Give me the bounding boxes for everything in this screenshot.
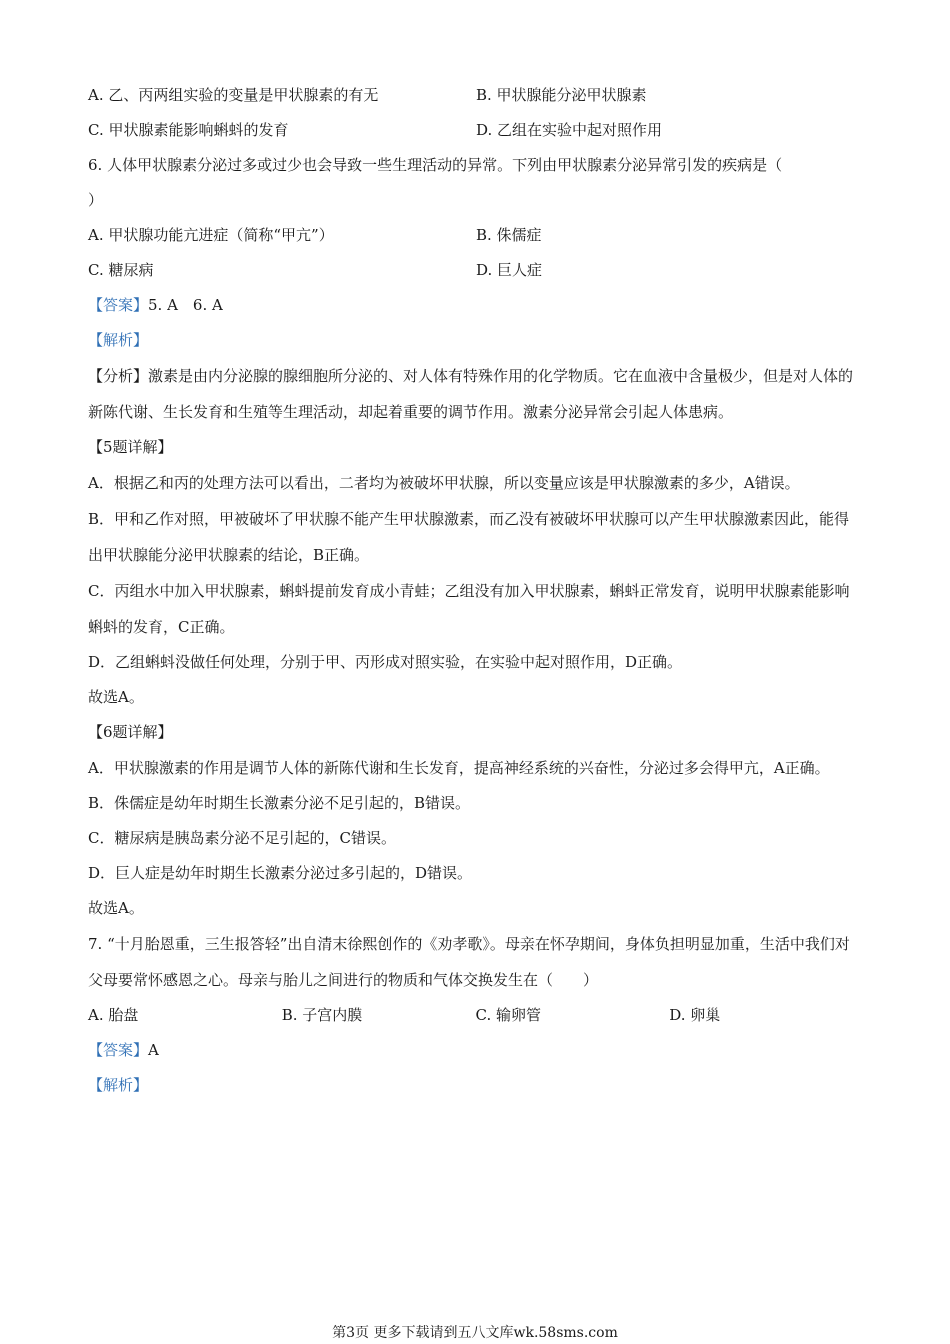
detail6-a: A．甲状腺激素的作用是调节人体的新陈代谢和生长发育，提高神经系统的兴奋性，分泌过多会得甲亢，A正确。 [88,759,830,777]
detail5-d: D．乙组蝌蚪没做任何处理，分别于甲、丙形成对照实验，在实验中起对照作用，D正确。 [88,653,683,671]
q7-option-c: C. 输卵管 [475,1006,541,1024]
q5-option-b: B. 甲状腺能分泌甲状腺素 [476,86,647,104]
detail5-a: A．根据乙和丙的处理方法可以看出，二者均为被破坏甲状腺，所以变量应该是甲状腺激素的多少，A错误。 [88,474,800,492]
detail5-c: C．丙组水中加入甲状腺素，蝌蚪提前发育成小青蛙；乙组没有加入甲状腺素，蝌蚪正常发育，说明甲状腺素能影响蝌蚪的发育，C正确。 [88,582,850,636]
analysis-7-tag: 【解析】 [88,1076,149,1094]
fenxi-text: 激素是由内分泌腺的腺细胞所分泌的、对人体有特殊作用的化学物质。它在血液中含量极少，但是对人体的新陈代谢、生长发育和生殖等生理活动，却起着重要的调节作用。激素分泌异常会引起人体患病。 [88,367,854,421]
q6-option-b: B. 侏儒症 [476,226,542,244]
answer-7 [88,1033,863,1068]
q7-options-row [88,998,863,1033]
analysis-paragraph [88,358,863,430]
answer-tag: 【答案】 [88,296,149,314]
q7-option-a: A. 胎盘 [88,1006,139,1024]
answer-7-tag: 【答案】 [88,1041,149,1059]
answer-5-6 [88,288,863,323]
detail6-c: C．糖尿病是胰岛素分泌不足引起的，C错误。 [88,829,396,847]
detail5-b: B．甲和乙作对照，甲被破坏了甲状腺不能产生甲状腺激素，而乙没有被破坏甲状腺可以产生甲状腺激素因此，能得出甲状腺能分泌甲状腺素的结论，B正确。 [88,510,850,564]
q6-option-c: C. 糖尿病 [88,261,154,279]
document-page [88,78,863,1103]
fenxi-tag: 【分析】 [88,367,149,385]
q7-option-d: D. 卵巢 [669,1006,721,1024]
detail6-b: B．侏儒症是幼年时期生长激素分泌不足引起的，B错误。 [88,794,471,812]
q5-option-a: A. 乙、丙两组实验的变量是甲状腺素的有无 [88,86,379,104]
q7-stem: 7. “十月胎恩重，三生报答轻”出自清末徐熙创作的《劝孝歌》。母亲在怀孕期间，身体负担明显加重，生活中我们对父母要常怀感恩之心。母亲与胎儿之间进行的物质和气体交换发生在（ ） [88,935,850,989]
detail5-conclusion: 故选A。 [88,688,144,706]
q5-options-row-2 [88,113,863,148]
answer-7-text: A [148,1041,159,1059]
detail6-d: D．巨人症是幼年时期生长激素分泌过多引起的，D错误。 [88,864,473,882]
q6-options-row-1 [88,218,863,253]
page-footer: 第3页 更多下载请到五八文库wk.58sms.com [332,1325,618,1341]
answer-text: 5. A 6. A [148,296,223,314]
analysis-tag: 【解析】 [88,331,149,349]
q6-option-d: D. 巨人症 [476,261,543,279]
detail6-conclusion: 故选A。 [88,899,144,917]
q5-options-row-1 [88,78,863,113]
detail5-title: 【5题详解】 [88,438,173,456]
q7-option-b: B. 子宫内膜 [281,1006,363,1024]
q6-option-a: A. 甲状腺功能亢进症（简称“甲亢”） [88,226,334,244]
q5-option-c: C. 甲状腺素能影响蝌蚪的发育 [88,121,289,139]
detail6-title: 【6题详解】 [88,723,173,741]
q6-stem-line-1: 6. 人体甲状腺素分泌过多或过少也会导致一些生理活动的异常。下列由甲状腺素分泌异常引发的疾病是（ [88,156,783,174]
q5-option-d: D. 乙组在实验中起对照作用 [476,121,663,139]
q6-options-row-2 [88,253,863,288]
q6-stem-line-2: ） [88,191,104,209]
